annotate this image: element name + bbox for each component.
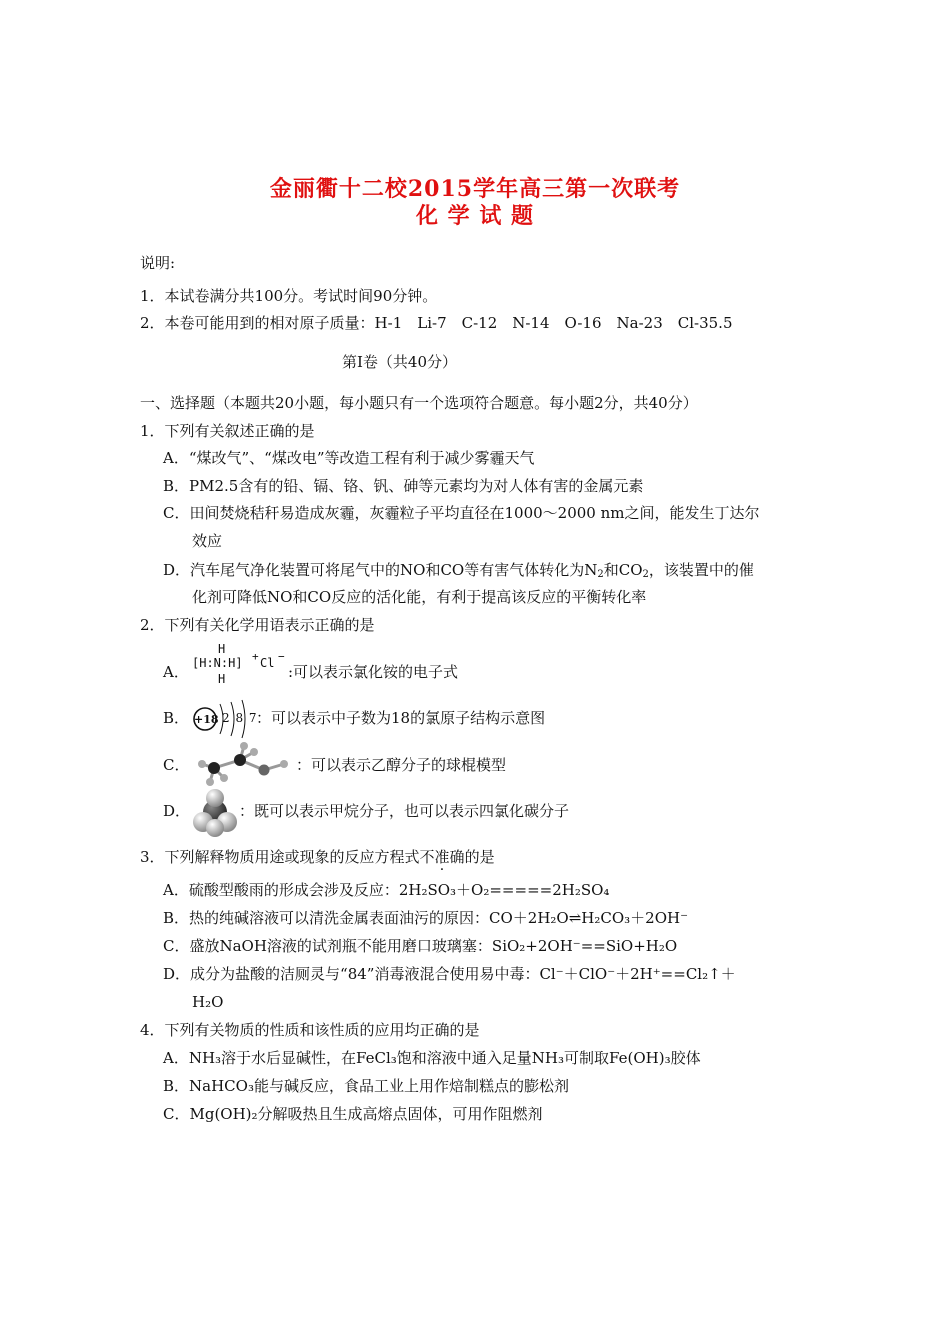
q1-option-c-line2: 效应: [192, 532, 223, 550]
q2-a-label: A．: [163, 663, 189, 681]
q2-b-label: B．: [163, 709, 190, 727]
q2-stem: 2．下列有关化学用语表示正确的是: [140, 616, 375, 634]
ethanol-ball-and-stick-model: [190, 740, 302, 788]
q2-c-text: ：可以表示乙醇分子的球棍模型: [296, 756, 507, 774]
q1-option-c-line1: C．田间焚烧秸秆易造成灰霾，灰霾粒子平均直径在1000～2000 nm之间，能发生丁达尔: [163, 504, 760, 522]
methane-space-filling-model: [193, 788, 237, 838]
q1-d-text-post: ，该装置中的催: [648, 561, 754, 579]
q1-d-text-pre: D．汽车尾气净化装置可将尾气中的NO和CO等有害气体转化为N: [163, 561, 598, 579]
q4-option-a: A．NH₃溶于水后显碱性，在FeCl₃饱和溶液中通入足量NH₃可制取Fe(OH)₃胶体: [163, 1049, 701, 1067]
q2-b-text: ：可以表示中子数为18的氯原子结构示意图: [256, 709, 546, 727]
q2-d-label: D．: [163, 802, 191, 820]
q3-option-c: C．盛放NaOH溶液的试剂瓶不能用磨口玻璃塞：SiO₂+2OH⁻==SiO+H₂O: [163, 937, 678, 955]
q2-d-text: ：既可以表示甲烷分子，也可以表示四氯化碳分子: [239, 802, 570, 820]
chlorine-shell-electrons: 2 8 7: [222, 711, 257, 725]
chlorine-nucleus-label: +18: [194, 713, 219, 726]
q3-option-a: A．硫酸型酸雨的形成会涉及反应：2H₂SO₃＋O₂=====2H₂SO₄: [163, 881, 610, 899]
page-title: 金丽衢十二校2015学年高三第一次联考: [269, 176, 681, 202]
q4-option-c: C．Mg(OH)₂分解吸热且生成高熔点固体，可用作阻燃剂: [163, 1105, 543, 1123]
q3-option-d-line2: H₂O: [192, 993, 224, 1011]
q1-d-text-mid: 和CO: [603, 561, 643, 579]
q3-option-d-line1: D．成分为盐酸的洁厕灵与“84”消毒液混合使用易中毒：Cl⁻＋ClO⁻＋2H⁺==Cl₂↑＋: [163, 965, 736, 983]
q2-c-label: C．: [163, 756, 190, 774]
q1-option-d-line1: D．汽车尾气净化装置可将尾气中的NO和CO等有害气体转化为$N_2$和$CO_2$，该装置中的催: [163, 561, 754, 580]
q4-option-b: B．NaHCO₃能与碱反应，食品工业上用作焙制糕点的膨松剂: [163, 1077, 569, 1095]
q4-stem: 4．下列有关物质的性质和该性质的应用均正确的是: [140, 1021, 480, 1039]
intro-label: 说明:: [140, 254, 176, 272]
q1-option-a: A．“煤改气”、“煤改电”等改造工程有利于减少雾霾天气: [163, 449, 535, 467]
q1-stem: 1．下列有关叙述正确的是: [140, 422, 315, 440]
section-title: 第Ⅰ卷（共40分）: [342, 353, 458, 371]
section-heading: 一、选择题（本题共20小题，每小题只有一个选项符合题意。每小题2分，共40分）: [140, 394, 698, 412]
note-2: 2．本卷可能用到的相对原子质量：H-1 Li-7 C-12 N-14 O-16 Na-23 Cl-35.5: [140, 314, 733, 332]
q1-option-d-line2: 化剂可降低NO和CO反应的活化能，有利于提高该反应的平衡转化率: [192, 588, 647, 606]
q1-option-b: B．PM2.5含有的铅、镉、铬、钒、砷等元素均为对人体有害的金属元素: [163, 477, 644, 495]
q3-option-b: B．热的纯碱溶液可以清洗金属表面油污的原因：CO＋2H₂O⇌H₂CO₃＋2OH⁻: [163, 909, 689, 927]
page-subtitle: 化 学 试 题: [416, 203, 534, 229]
note-1: 1．本试卷满分共100分。考试时间90分钟。: [140, 287, 438, 305]
q3-stem: 3．下列解释物质用途或现象的反应方程式不准确的是: [140, 848, 495, 866]
q2-a-text: :可以表示氯化铵的电子式: [288, 663, 459, 681]
ammonium-chloride-electron-formula: H [H:N:H] + Cl − H: [192, 642, 285, 686]
emphasis-not-accurate: 不准确: [419, 848, 465, 866]
